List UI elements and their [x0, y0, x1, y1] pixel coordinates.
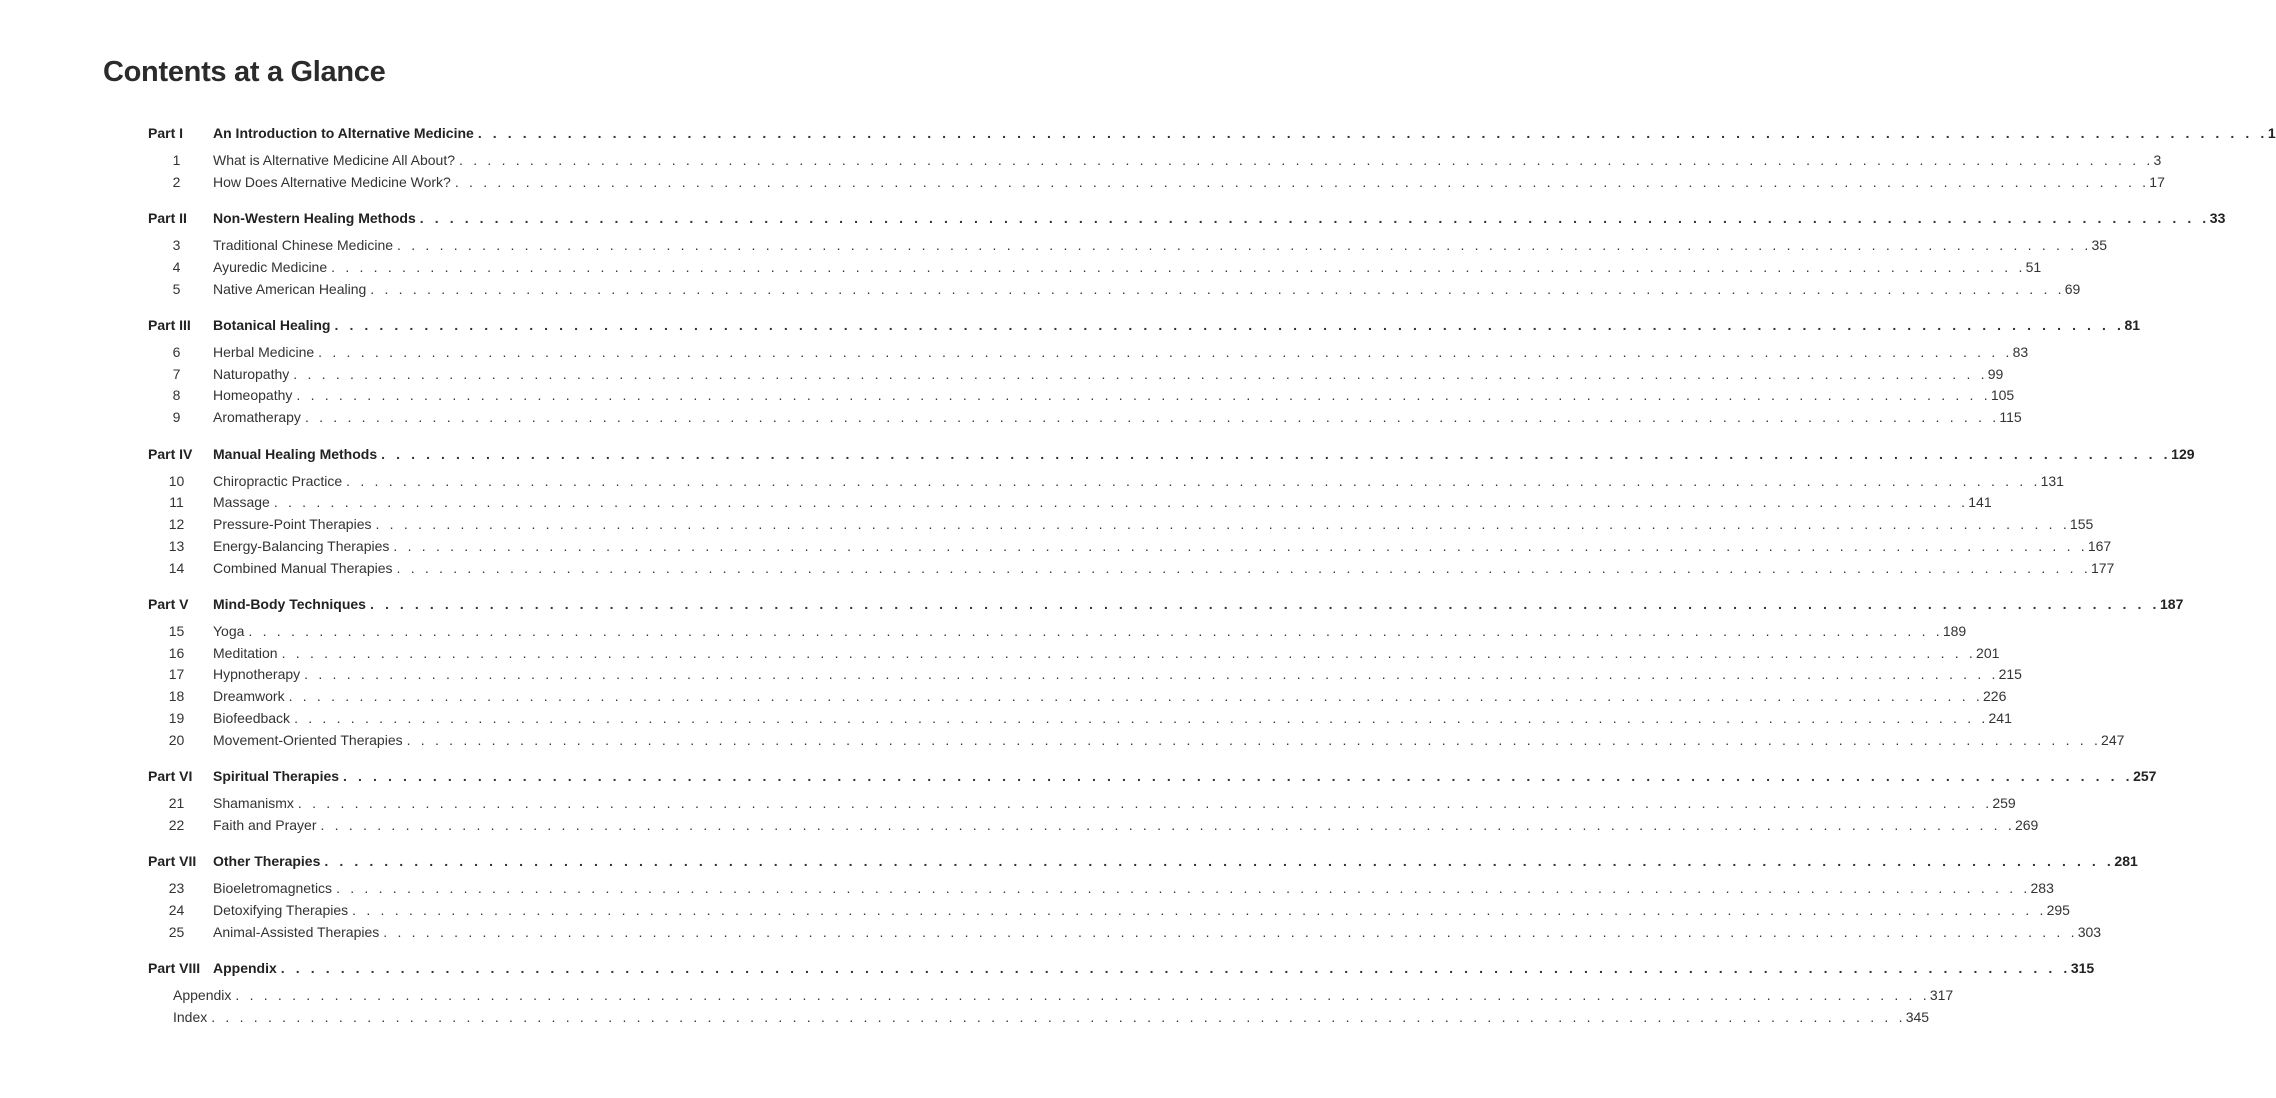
page-number: 317: [1929, 987, 1954, 1003]
toc-part-entry[interactable]: [0, 594, 2184, 614]
entry-title[interactable]: Botanical Healing: [213, 317, 331, 333]
page-number: 33: [2209, 210, 2226, 226]
dot-leader: . . . . . . . . . . . . . . . . . . . . . . . . . . . . . . . . . . . . . . . . . . . . . . . . . . . . . . . . . . . . . . . . . . . . . . . . . . . . . . . . . . . . . . . . . . . . . . . . . . . . . . . . . . . . . . . . . . . . . . . .: [459, 152, 2154, 168]
page-number: 1: [2267, 125, 2276, 141]
dot-leader: . . . . . . . . . . . . . . . . . . . . . . . . . . . . . . . . . . . . . . . . . . . . . . . . . . . . . . . . . . . . . . . . . . . . . . . . . . . . . . . . . . . . . . . . . . . . . . . . . . . . . . . . . . . . . . . . . . . . . . . .: [331, 259, 2026, 275]
toc-chapter-entry[interactable]: [0, 664, 2022, 684]
page-number: 69: [2064, 281, 2081, 297]
chapter-number: 18: [168, 688, 185, 704]
toc-chapter-entry[interactable]: [0, 985, 1954, 1005]
part-number: Part VIII: [148, 960, 201, 976]
toc-chapter-entry[interactable]: [0, 900, 2070, 920]
entry-title[interactable]: Massage: [213, 494, 270, 510]
chapter-number: 6: [172, 344, 181, 360]
entry-title[interactable]: Detoxifying Therapies: [213, 902, 349, 918]
dot-leader: . . . . . . . . . . . . . . . . . . . . . . . . . . . . . . . . . . . . . . . . . . . . . . . . . . . . . . . . . . . . . . . . . . . . . . . . . . . . . . . . . . . . . . . . . . . . . . . . . . . . . . . . . . . . . . . . . . . . . . . .: [419, 210, 2210, 226]
part-number: Part I: [148, 125, 184, 141]
page-number: 187: [2160, 596, 2184, 612]
entry-title[interactable]: Non-Western Healing Methods: [213, 210, 416, 226]
dot-leader: . . . . . . . . . . . . . . . . . . . . . . . . . . . . . . . . . . . . . . . . . . . . . . . . . . . . . . . . . . . . . . . . . . . . . . . . . . . . . . . . . . . . . . . . . . . . . . . . . . . . . . . . . . . . . . . . . . . . . . . .: [352, 902, 2047, 918]
page-number: 129: [2171, 446, 2195, 462]
chapter-number: 23: [168, 880, 185, 896]
entry-title[interactable]: Meditation: [213, 645, 278, 661]
chapter-number: 8: [172, 387, 181, 403]
page-number: 83: [2012, 344, 2029, 360]
part-number: Part III: [148, 317, 191, 333]
page-number: 3: [2153, 152, 2162, 168]
entry-title[interactable]: Homeopathy: [213, 387, 293, 403]
toc-chapter-entry[interactable]: [0, 279, 2081, 299]
toc-chapter-entry[interactable]: [0, 407, 2022, 427]
chapter-number: 9: [172, 409, 181, 425]
toc-chapter-entry[interactable]: [0, 1007, 1930, 1027]
part-number: Part IV: [148, 446, 193, 462]
toc-chapter-entry[interactable]: [0, 708, 2012, 728]
chapter-number: 5: [172, 281, 181, 297]
toc-chapter-entry[interactable]: [0, 686, 2007, 706]
toc-chapter-entry[interactable]: [0, 815, 2039, 835]
page-number: 99: [1987, 366, 2004, 382]
dot-leader: . . . . . . . . . . . . . . . . . . . . . . . . . . . . . . . . . . . . . . . . . . . . . . . . . . . . . . . . . . . . . . . . . . . . . . . . . . . . . . . . . . . . . . . . . . . . . . . . . . . . . . . . . . . . . . . . . . . . . . . .: [281, 645, 1977, 661]
toc-part-entry[interactable]: [0, 208, 2226, 228]
entry-title[interactable]: Dreamwork: [213, 688, 285, 704]
page-title: Contents at a Glance: [103, 56, 386, 88]
chapter-number: 7: [172, 366, 181, 382]
entry-title[interactable]: Mind-Body Techniques: [213, 596, 366, 612]
page-number: 81: [2124, 317, 2141, 333]
entry-title[interactable]: Combined Manual Therapies: [213, 560, 393, 576]
chapter-number: 11: [169, 494, 184, 510]
toc-chapter-entry[interactable]: [0, 878, 2054, 898]
part-number: Part VI: [148, 768, 193, 784]
entry-title[interactable]: Index: [173, 1009, 208, 1025]
dot-leader: . . . . . . . . . . . . . . . . . . . . . . . . . . . . . . . . . . . . . . . . . . . . . . . . . . . . . . . . . . . . . . . . . . . . . . . . . . . . . . . . . . . . . . . . . . . . . . . . . . . . . . . . . . . . . . . . . . . . . . . .: [369, 596, 2160, 612]
dot-leader: . . . . . . . . . . . . . . . . . . . . . . . . . . . . . . . . . . . . . . . . . . . . . . . . . . . . . . . . . . . . . . . . . . . . . . . . . . . . . . . . . . . . . . . . . . . . . . . . . . . . . . . . . . . . . . . . . . . . . . . .: [324, 853, 2115, 869]
toc-chapter-entry[interactable]: [0, 235, 2108, 255]
entry-title[interactable]: Shamanismx: [213, 795, 294, 811]
chapter-number: 21: [168, 795, 185, 811]
page-number: 259: [1992, 795, 2016, 811]
entry-title[interactable]: Hypnotherapy: [213, 666, 301, 682]
page-number: 226: [1983, 688, 2007, 704]
chapter-number: 24: [168, 902, 185, 918]
dot-leader: . . . . . . . . . . . . . . . . . . . . . . . . . . . . . . . . . . . . . . . . . . . . . . . . . . . . . . . . . . . . . . . . . . . . . . . . . . . . . . . . . . . . . . . . . . . . . . . . . . . . . . . . . . . . . . . . . . . . . . . .: [370, 281, 2065, 297]
page-number: 201: [1976, 645, 2000, 661]
part-number: Part VII: [148, 853, 197, 869]
toc-chapter-entry[interactable]: [0, 514, 2094, 534]
entry-title[interactable]: Naturopathy: [213, 366, 290, 382]
page-number: 295: [2046, 902, 2070, 918]
part-number: Part II: [148, 210, 187, 226]
dot-leader: . . . . . . . . . . . . . . . . . . . . . . . . . . . . . . . . . . . . . . . . . . . . . . . . . . . . . . . . . . . . . . . . . . . . . . . . . . . . . . . . . . . . . . . . . . . . . . . . . . . . . . . . . . . . . . . . . . . . . . . .: [346, 473, 2041, 489]
entry-title[interactable]: Appendix: [173, 987, 232, 1003]
dot-leader: . . . . . . . . . . . . . . . . . . . . . . . . . . . . . . . . . . . . . . . . . . . . . . . . . . . . . . . . . . . . . . . . . . . . . . . . . . . . . . . . . . . . . . . . . . . . . . . . . . . . . . . . . . . . . . . . . . . . . . . .: [293, 366, 1988, 382]
toc-chapter-entry[interactable]: [0, 793, 2016, 813]
entry-title[interactable]: Yoga: [213, 623, 245, 639]
dot-leader: . . . . . . . . . . . . . . . . . . . . . . . . . . . . . . . . . . . . . . . . . . . . . . . . . . . . . . . . . . . . . . . . . . . . . . . . . . . . . . . . . . . . . . . . . . . . . . . . . . . . . . . . . . . . . . . . . . . . . . . .: [211, 1009, 1906, 1025]
entry-title[interactable]: Traditional Chinese Medicine: [213, 237, 394, 253]
page-number: 345: [1905, 1009, 1930, 1025]
toc-chapter-entry[interactable]: [0, 730, 2125, 750]
dot-leader: . . . . . . . . . . . . . . . . . . . . . . . . . . . . . . . . . . . . . . . . . . . . . . . . . . . . . . . . . . . . . . . . . . . . . . . . . . . . . . . . . . . . . . . . . . . . . . . . . . . . . . . . . . . . . . . . . . . . . . . .: [296, 387, 1991, 403]
toc-chapter-entry[interactable]: [0, 172, 2165, 192]
dot-leader: . . . . . . . . . . . . . . . . . . . . . . . . . . . . . . . . . . . . . . . . . . . . . . . . . . . . . . . . . . . . . . . . . . . . . . . . . . . . . . . . . . . . . . . . . . . . . . . . . . . . . . . . . . . . . . . . . . . . . . . .: [406, 732, 2102, 748]
toc-part-entry[interactable]: [0, 766, 2157, 786]
part-number: Part V: [148, 596, 189, 612]
entry-title[interactable]: Other Therapies: [213, 853, 321, 869]
dot-leader: . . . . . . . . . . . . . . . . . . . . . . . . . . . . . . . . . . . . . . . . . . . . . . . . . . . . . . . . . . . . . . . . . . . . . . . . . . . . . . . . . . . . . . . . . . . . . . . . . . . . . . . . . . . . . . . . . . . . . . . .: [375, 516, 2070, 532]
chapter-number: 2: [172, 174, 181, 190]
toc-chapter-entry[interactable]: [0, 471, 2064, 491]
entry-title[interactable]: Animal-Assisted Therapies: [213, 924, 380, 940]
dot-leader: . . . . . . . . . . . . . . . . . . . . . . . . . . . . . . . . . . . . . . . . . . . . . . . . . . . . . . . . . . . . . . . . . . . . . . . . . . . . . . . . . . . . . . . . . . . . . . . . . . . . . . . . . . . . . . . . . . . . . . . .: [396, 560, 2091, 576]
dot-leader: . . . . . . . . . . . . . . . . . . . . . . . . . . . . . . . . . . . . . . . . . . . . . . . . . . . . . . . . . . . . . . . . . . . . . . . . . . . . . . . . . . . . . . . . . . . . . . . . . . . . . . . . . . . . . . . . . . . . . . . .: [393, 538, 2088, 554]
toc-chapter-entry[interactable]: [0, 342, 2029, 362]
entry-title[interactable]: Energy-Balancing Therapies: [213, 538, 390, 554]
dot-leader: . . . . . . . . . . . . . . . . . . . . . . . . . . . . . . . . . . . . . . . . . . . . . . . . . . . . . . . . . . . . . . . . . . . . . . . . . . . . . . . . . . . . . . . . . . . . . . . . . . . . . . . . . . . . . . . . . . . . . . . .: [397, 237, 2092, 253]
dot-leader: . . . . . . . . . . . . . . . . . . . . . . . . . . . . . . . . . . . . . . . . . . . . . . . . . . . . . . . . . . . . . . . . . . . . . . . . . . . . . . . . . . . . . . . . . . . . . . . . . . . . . . . . . . . . . . . . . . . . . . . .: [273, 494, 1969, 510]
entry-title[interactable]: Spiritual Therapies: [213, 768, 340, 784]
toc-part-entry[interactable]: [0, 315, 2141, 335]
chapter-number: 17: [168, 666, 185, 682]
toc-chapter-entry[interactable]: [0, 257, 2042, 277]
toc-chapter-entry[interactable]: [0, 492, 1992, 512]
page-number: 241: [1988, 710, 2012, 726]
dot-leader: . . . . . . . . . . . . . . . . . . . . . . . . . . . . . . . . . . . . . . . . . . . . . . . . . . . . . . . . . . . . . . . . . . . . . . . . . . . . . . . . . . . . . . . . . . . . . . . . . . . . . . . . . . . . . . . . . . . . . . . .: [334, 317, 2125, 333]
page-number: 131: [2040, 473, 2064, 489]
chapter-number: 3: [172, 237, 181, 253]
page-number: 155: [2069, 516, 2094, 532]
page-number: 215: [1998, 666, 2022, 682]
chapter-number: 22: [168, 817, 185, 833]
dot-leader: . . . . . . . . . . . . . . . . . . . . . . . . . . . . . . . . . . . . . . . . . . . . . . . . . . . . . . . . . . . . . . . . . . . . . . . . . . . . . . . . . . . . . . . . . . . . . . . . . . . . . . . . . . . . . . . . . . . . . . . .: [320, 817, 2015, 833]
page-number: 257: [2133, 768, 2157, 784]
dot-leader: . . . . . . . . . . . . . . . . . . . . . . . . . . . . . . . . . . . . . . . . . . . . . . . . . . . . . . . . . . . . . . . . . . . . . . . . . . . . . . . . . . . . . . . . . . . . . . . . . . . . . . . . . . . . . . . . . . . . . . . .: [304, 666, 1999, 682]
entry-title[interactable]: Ayuredic Medicine: [213, 259, 328, 275]
toc-part-entry[interactable]: [0, 123, 2276, 143]
page-number: 315: [2070, 960, 2095, 976]
toc-chapter-entry[interactable]: [0, 385, 2015, 405]
page-number: 269: [2014, 817, 2039, 833]
toc-part-entry[interactable]: [0, 444, 2195, 464]
page-number: 189: [1942, 623, 1967, 639]
dot-leader: . . . . . . . . . . . . . . . . . . . . . . . . . . . . . . . . . . . . . . . . . . . . . . . . . . . . . . . . . . . . . . . . . . . . . . . . . . . . . . . . . . . . . . . . . . . . . . . . . . . . . . . . . . . . . . . . . . . . . . . .: [304, 409, 2000, 425]
toc-chapter-entry[interactable]: [0, 922, 2102, 942]
entry-title[interactable]: Movement-Oriented Therapies: [213, 732, 403, 748]
dot-leader: . . . . . . . . . . . . . . . . . . . . . . . . . . . . . . . . . . . . . . . . . . . . . . . . . . . . . . . . . . . . . . . . . . . . . . . . . . . . . . . . . . . . . . . . . . . . . . . . . . . . . . . . . . . . . . . . . . . . . . . .: [336, 880, 2031, 896]
entry-title[interactable]: Faith and Prayer: [213, 817, 317, 833]
toc-chapter-entry[interactable]: [0, 643, 2000, 663]
page-number: 51: [2025, 259, 2042, 275]
page-number: 281: [2114, 853, 2138, 869]
dot-leader: . . . . . . . . . . . . . . . . . . . . . . . . . . . . . . . . . . . . . . . . . . . . . . . . . . . . . . . . . . . . . . . . . . . . . . . . . . . . . . . . . . . . . . . . . . . . . . . . . . . . . . . . . . . . . . . . . . . . . . . .: [235, 987, 1930, 1003]
dot-leader: . . . . . . . . . . . . . . . . . . . . . . . . . . . . . . . . . . . . . . . . . . . . . . . . . . . . . . . . . . . . . . . . . . . . . . . . . . . . . . . . . . . . . . . . . . . . . . . . . . . . . . . . . . . . . . . . . . . . . . . .: [297, 795, 1993, 811]
entry-title[interactable]: How Does Alternative Medicine Work?: [213, 174, 451, 190]
dot-leader: . . . . . . . . . . . . . . . . . . . . . . . . . . . . . . . . . . . . . . . . . . . . . . . . . . . . . . . . . . . . . . . . . . . . . . . . . . . . . . . . . . . . . . . . . . . . . . . . . . . . . . . . . . . . . . . . . . . . . . . .: [381, 446, 2172, 462]
page-number: 247: [2101, 732, 2125, 748]
chapter-number: 25: [168, 924, 185, 940]
entry-title[interactable]: Appendix: [213, 960, 277, 976]
chapter-number: 12: [168, 516, 185, 532]
page-number: 115: [1999, 409, 2022, 425]
toc-chapter-entry[interactable]: [0, 558, 2115, 578]
page-number: 283: [2030, 880, 2054, 896]
entry-title[interactable]: Native American Healing: [213, 281, 367, 297]
toc-chapter-entry[interactable]: [0, 150, 2162, 170]
page-number: 35: [2091, 237, 2108, 253]
page-number: 303: [2077, 924, 2102, 940]
chapter-number: 10: [168, 473, 185, 489]
chapter-number: 16: [168, 645, 185, 661]
dot-leader: . . . . . . . . . . . . . . . . . . . . . . . . . . . . . . . . . . . . . . . . . . . . . . . . . . . . . . . . . . . . . . . . . . . . . . . . . . . . . . . . . . . . . . . . . . . . . . . . . . . . . . . . . . . . . . . . . . . . . . . .: [343, 768, 2134, 784]
toc-part-entry[interactable]: [0, 958, 2095, 978]
entry-title[interactable]: Aromatherapy: [213, 409, 301, 425]
entry-title[interactable]: Herbal Medicine: [213, 344, 315, 360]
chapter-number: 19: [168, 710, 185, 726]
dot-leader: . . . . . . . . . . . . . . . . . . . . . . . . . . . . . . . . . . . . . . . . . . . . . . . . . . . . . . . . . . . . . . . . . . . . . . . . . . . . . . . . . . . . . . . . . . . . . . . . . . . . . . . . . . . . . . . . . . . . . . . .: [454, 174, 2150, 190]
dot-leader: . . . . . . . . . . . . . . . . . . . . . . . . . . . . . . . . . . . . . . . . . . . . . . . . . . . . . . . . . . . . . . . . . . . . . . . . . . . . . . . . . . . . . . . . . . . . . . . . . . . . . . . . . . . . . . . . . . . . . . . .: [383, 924, 2078, 940]
entry-title[interactable]: Biofeedback: [213, 710, 291, 726]
chapter-number: 14: [168, 560, 185, 576]
toc-chapter-entry[interactable]: [0, 621, 1967, 641]
entry-title[interactable]: Bioeletromagnetics: [213, 880, 333, 896]
dot-leader: . . . . . . . . . . . . . . . . . . . . . . . . . . . . . . . . . . . . . . . . . . . . . . . . . . . . . . . . . . . . . . . . . . . . . . . . . . . . . . . . . . . . . . . . . . . . . . . . . . . . . . . . . . . . . . . . . . . . . . . .: [288, 688, 1984, 704]
chapter-number: 13: [168, 538, 185, 554]
page-number: 167: [2087, 538, 2112, 554]
dot-leader: . . . . . . . . . . . . . . . . . . . . . . . . . . . . . . . . . . . . . . . . . . . . . . . . . . . . . . . . . . . . . . . . . . . . . . . . . . . . . . . . . . . . . . . . . . . . . . . . . . . . . . . . . . . . . . . . . . . . . . . .: [280, 960, 2071, 976]
dot-leader: . . . . . . . . . . . . . . . . . . . . . . . . . . . . . . . . . . . . . . . . . . . . . . . . . . . . . . . . . . . . . . . . . . . . . . . . . . . . . . . . . . . . . . . . . . . . . . . . . . . . . . . . . . . . . . . . . . . . . . . .: [318, 344, 2013, 360]
chapter-number: 20: [168, 732, 185, 748]
toc-chapter-entry[interactable]: [0, 536, 2112, 556]
entry-title[interactable]: An Introduction to Alternative Medicine: [213, 125, 474, 141]
entry-title[interactable]: What is Alternative Medicine All About?: [213, 152, 456, 168]
entry-title[interactable]: Chiropractic Practice: [213, 473, 343, 489]
toc-part-entry[interactable]: [0, 851, 2138, 871]
chapter-number: 1: [172, 152, 181, 168]
page-number: 177: [2090, 560, 2115, 576]
dot-leader: . . . . . . . . . . . . . . . . . . . . . . . . . . . . . . . . . . . . . . . . . . . . . . . . . . . . . . . . . . . . . . . . . . . . . . . . . . . . . . . . . . . . . . . . . . . . . . . . . . . . . . . . . . . . . . . . . . . . . . . .: [248, 623, 1943, 639]
entry-title[interactable]: Pressure-Point Therapies: [213, 516, 372, 532]
chapter-number: 4: [172, 259, 181, 275]
page-number: 105: [1990, 387, 2015, 403]
entry-title[interactable]: Manual Healing Methods: [213, 446, 378, 462]
page-number: 17: [2149, 174, 2165, 190]
dot-leader: . . . . . . . . . . . . . . . . . . . . . . . . . . . . . . . . . . . . . . . . . . . . . . . . . . . . . . . . . . . . . . . . . . . . . . . . . . . . . . . . . . . . . . . . . . . . . . . . . . . . . . . . . . . . . . . . . . . . . . . .: [477, 125, 2268, 141]
dot-leader: . . . . . . . . . . . . . . . . . . . . . . . . . . . . . . . . . . . . . . . . . . . . . . . . . . . . . . . . . . . . . . . . . . . . . . . . . . . . . . . . . . . . . . . . . . . . . . . . . . . . . . . . . . . . . . . . . . . . . . . .: [294, 710, 1989, 726]
page-number: 141: [1968, 494, 1992, 510]
toc-chapter-entry[interactable]: [0, 364, 2004, 384]
chapter-number: 15: [168, 623, 185, 639]
